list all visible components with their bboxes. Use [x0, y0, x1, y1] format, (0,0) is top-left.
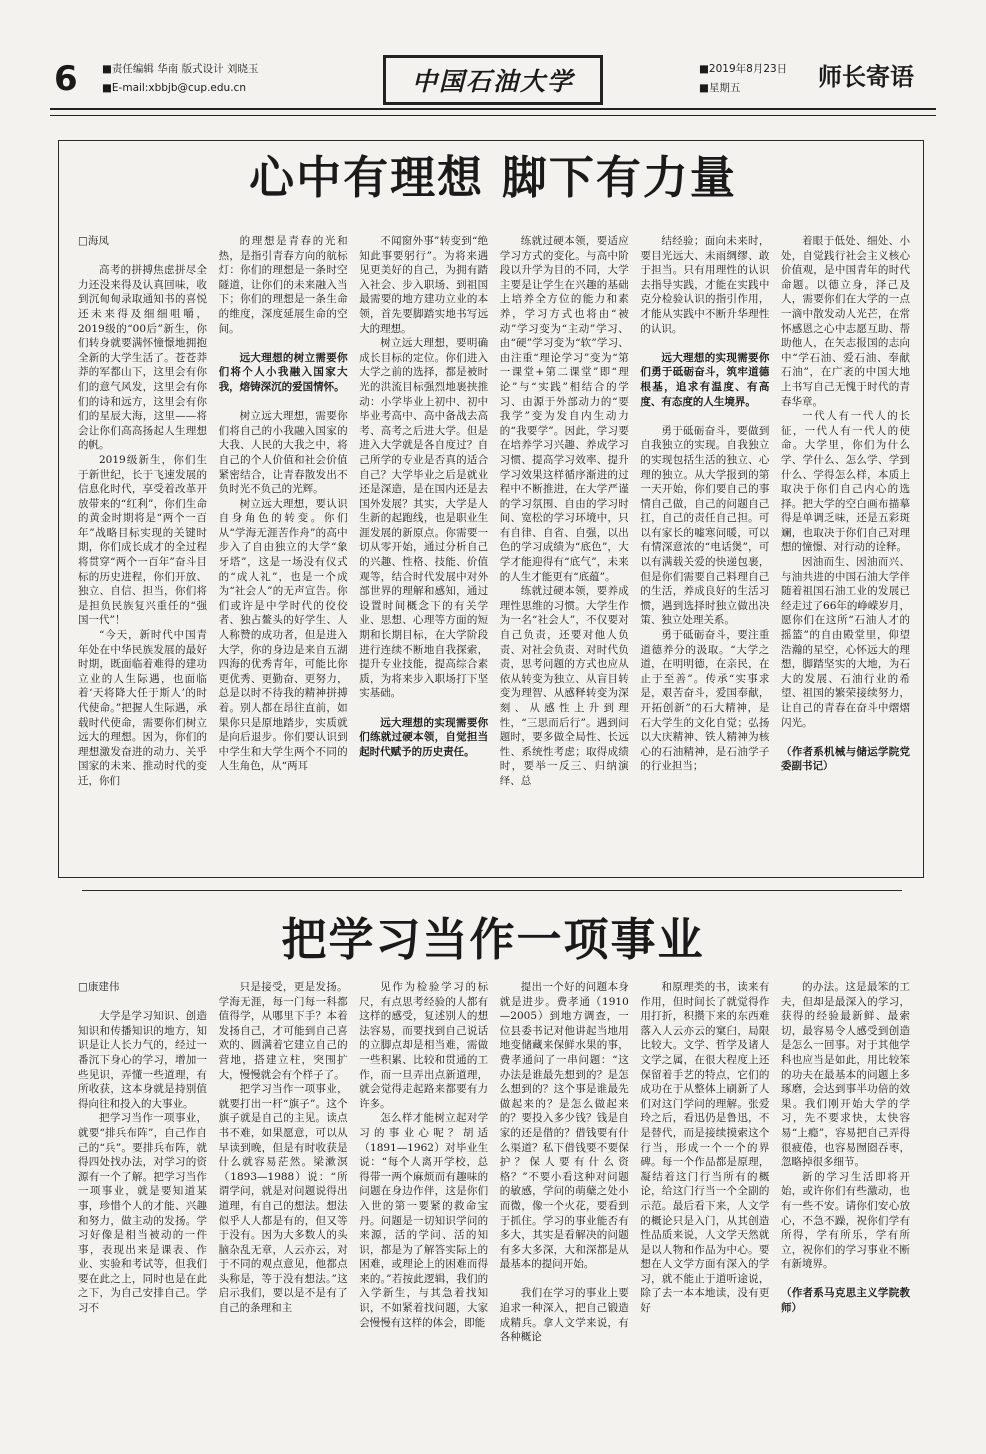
article2-column-6 [781, 980, 910, 1442]
paragraph-spacer [78, 995, 207, 1010]
paragraph: 练就过硬本领，要适应学习方式的变化。与高中阶段以升学为目的不同，大学主要是让学生在兴趣的基础上培养全方位的能力和素养，学习方式也将由“被动”学习变为“主动”学习、由“硬”学习变为“软”学习、由注重“理论学习”变为“第一课堂+第二课堂”即“理论”与“实践”相结合的学习、由源于外部动力的“要我学”变为发自内生动力的“我要学”。因此，学习要在培养学习兴趣、养成学习习惯、提高学习效率、提升学习效果这样循序渐进的过程中不断推进，在大学严谨的学习氛围、自由的学习时间、宽松的学习环境中，只有自律、自省、自强，以出色的学习成绩为“底色”，大学才能迎得有“底气”，未来的人生才能更有“底蕴”。 [499, 235, 629, 583]
paragraph: 提出一个好的问题本身就是进步。费孝通（1910—2005）到地方调查，一位县委书记对他讲起当地用地变储藏来保鲜水果的事，费孝通问了一串问题：“这办法是谁最先想到的？是怎么想到的？这个事是谁最先做起来的？是怎么做起来的？要投入多少钱？钱是自家的还是借的？借钱要有什么渠道？私下借钱要不要保护？保人要有什么资格？”不要小看这种对问题的敏感，学问的萌蘖之处小而微，像一个火花，要看到于抓住。学习的事业能否有多大，其实是看解决的问题有多大多深，大和深都是从最基本的提问开始。 [499, 981, 629, 1271]
email: ■E-mail:xbbjb@cup.edu.cn [102, 82, 246, 94]
article1-body [78, 234, 910, 867]
article2-column-1 [78, 980, 207, 1442]
paragraph-spacer [78, 249, 207, 264]
weekday: ■星期五 [699, 82, 741, 94]
byline: □海凤 [78, 235, 109, 247]
editor-credits: ■责任编辑 华南 版式设计 刘晓玉 [102, 63, 259, 75]
article2-column-5 [640, 980, 769, 1442]
paragraph: 高考的拼搏焦虑拼尽全力还没来得及认真回味，收到沉甸甸录取通知书的喜悦还未来得及细细咀嚼，2019级的“00后”新生，你们转身就要满怀憧憬地拥抱全新的大学生活了。苍苍莽莽的军都山下，这里会有你们的意气风发，这里会有你们的诗和远方，这里会有你们的星辰大海，这里——将会让你们高高扬起人生理想的帆。 [78, 264, 207, 452]
article2-column-2 [219, 980, 348, 1442]
paragraph: 的办法。这是最笨的工夫，但却是最深入的学习，获得的经验最新鲜、最索切，最容易令人感受到创造是怎么一回事。对于其他学科也应当是如此，用比较笨的功夫在最基本的问题上多琢磨，会达到事半功倍的效果。我们刚开始大学的学习，先不要求快，太快容易“上瘾”，容易把自己弄得很疲倦，也容易囫囵吞枣，忽略掉很多细节。 [780, 981, 910, 1169]
paragraph: 只是接受，更是发扬。学海无涯，每一门每一科都值得学，从哪里下手？本着发扬自己，才可能到自己喜欢的、圆满着它建立自己的营地，搭建立柱，突围扩大，慢慢就会有个样子了。 [218, 981, 348, 1081]
paragraph: 把学习当作一项事业，就要打出一杆“旗子”。这个旗子就是自己的主见。读点书不难，如果愿意，可以从早读到晚，但是有时收获是什么就容易茫然。梁漱溟（1893—1988）说：“所谓学问，就是对问题说得出道理，有自己的想法。想法似乎人人都是有的，但又等于没有。因为大多数人的头脑杂乱无章，人云亦云，对于不同的观点意见，他都点头称是，等于没有想法。”这启示我们，要以是不是有了自己的条理和主 [218, 1083, 348, 1315]
article2-column-3 [359, 980, 488, 1442]
paragraph-spacer [219, 336, 348, 351]
paragraph: 的理想是青春的光和热，是指引青春方向的航标灯：你们的理想是一条时空隧道，让你们的未来融入当下；你们的理想是一条生命的维度，深度延展生命的空间。 [218, 235, 348, 335]
paragraph: 因油而生、因油而兴、与油共进的中国石油大学伴随着祖国石油工业的发展已经走过了66年的峥嵘岁月，愿你们在这所“石油人才的摇篮”的自由殿堂里，仰望浩瀚的星空，心怀远大的理想，脚踏坚实的大地，为石大的发展、石油行业的希望、祖国的繁荣接续努力，让自己的青春在奋斗中熠熠闪光。 [780, 556, 910, 729]
paragraph: 结经验；面向未来时，要目光远大、未雨绸缪、敢于担当。只有用理性的认识去指导实践，才能在实践中克分检验认识的指引作用，才能从实践中不断升华理性的认识。 [640, 235, 770, 335]
header-rule-top [50, 108, 936, 110]
column-title: 师长寄语 [818, 63, 914, 91]
paragraph: 我们在学习的事业上要追求一种深入，把自己锻造成精兵。拿人文学来说，有各种概论 [499, 1287, 629, 1344]
header-rule-bottom [50, 115, 936, 116]
article-separator [82, 890, 902, 891]
article1-column-2 [219, 234, 348, 867]
paragraph-spacer [500, 1272, 629, 1287]
paragraph: 树立远大理想，需要你们将自己的小我融入国家的大我、人民的大我之中，将自己的个人价值和社会价值紧密结合，让青春散发出不负时光不负己的光辉。 [218, 410, 348, 496]
paragraph: 树立远大理想，要认识自身角色的转变。你们从“学海无涯苦作舟”的高中步入了自由独立的大学“象牙塔”，这是一场没有仪式的“成人礼”，也是一个成为“社会人”的无声宣告。你们或许是中学时代的佼佼者、独占鳌头的好学生、人人称赞的成功者，但是进入大学，你的身边是来自五湖四海的优秀青年，可能比你更优秀、更勤奋、更努力，总是以时不待我的精神拼搏着。别人都在昂往直前，如果你只是原地踏步，实质就是向后退步。你们要认识到中学生和大学生两个不同的人生角色，从“两耳 [218, 497, 348, 773]
article1-title: 心中有理想 脚下有力量 [249, 151, 737, 204]
subheading: 远大理想的实现需要你们练就过硬本领，自觉担当起时代赋予的历史责任。 [359, 716, 489, 758]
paragraph: 不闻窗外事”转变到“绝知此事要躬行”。为将来遇见更美好的自己，为拥有踏入社会、步入职场、到祖国最需要的地方建功立业的本领，首先要脚踏实地书写远大的理想。 [359, 235, 489, 335]
paragraph: 勇于砥砺奋斗，要注重道德养分的汲取。“大学之道，在明明德，在亲民，在止于至善”。传承“实事求是，艰苦奋斗，爱国奉献，开拓创新”的石大精神，是石大学生的文化自觉；弘扬以大庆精神、铁人精神为核心的石油精神，是石油学子的行业担当； [640, 629, 770, 773]
article2-title: 把学习当作一项事业 [281, 913, 705, 966]
subheading: 远大理想的实现需要你们勇于砥砺奋斗，筑牢道德根基，追求有温度、有高度、有态度的人生境界。 [640, 351, 770, 408]
issue-date: ■2019年8月23日 [699, 63, 788, 75]
paragraph: 着眼于低处、细处、小处，自觉践行社会主义核心价值观，是中国青年的时代命题。以德立身，泽己及人，需要你们在大学的一点一滴中散发动人光芒，在常怀感恩之心中志愿互助、帮助他人，在矢志报国的志向中“学石油、爱石油、奉献石油”，在广袤的中国大地上书写自己无愧于时代的青春华章。 [780, 235, 910, 408]
paragraph: 2019级新生，你们生于新世纪，长于飞速发展的信息化时代，享受着改革开放带来的“红利”，你们生命的黄金时期将是“两个一百年”战略目标实现的关键时期，你们成长成才的全过程将贯穿“两个一百年”奋斗目标的历史进程，你们开放、独立、自信、担当，你们将是担负民族复兴重任的“强国一代”！ [78, 453, 207, 627]
paragraph-spacer [781, 1272, 910, 1287]
masthead-logo: 中国石油大学 [383, 55, 603, 105]
article1-column-6 [781, 234, 910, 867]
paragraph: 把学习当作一项事业，就要“排兵布阵”，自己作自己的“兵”。要排兵布阵，就得四处找办法，对学习的资源有一个了解。把学习当作一项事业，就是要知道某事，珍惜个人的才能、兴趣和努力，做主动的发扬。学习好像是相当被动的一件事，表现出来是课表、作业、实验和考试等，但我们要在此之上，同时也是在此之下，为自己安排自己。学习不 [78, 1112, 207, 1315]
article1-column-1 [78, 234, 207, 867]
paragraph-spacer [640, 409, 769, 424]
paragraph-spacer [640, 336, 769, 351]
paragraph-spacer [781, 730, 910, 745]
paragraph: 见作为检验学习的标尺，有点思考经验的人都有这样的感受，复述别人的想法容易，而要找到自己说话的立脚点却是相当难，需做一些积累、比较和贯通的工作，而一旦弄出点新道理，就会觉得走起路来都要有力许多。 [359, 981, 489, 1110]
paragraph: 勇于砥砺奋斗，要做到自我独立的实现。自我独立的实现包括生活的独立、心理的独立。从大学报到的第一天开始，你们要自己的事情自己做，自己的问题自己扛，自己的责任自己担。可以有家长的嘘寒问暖，可以有情深意浓的“电话煲”，可以有满载关爱的快递包裹，但是你们需要自己料理自己的生活，养成良好的生活习惯，遇到选择时独立做出决策、独立处理关系。 [640, 424, 770, 627]
article1-column-4 [500, 234, 629, 867]
byline: □康建伟 [78, 981, 120, 993]
paragraph: 练就过硬本领，要养成理性思维的习惯。大学生作为一名“社会人”，不仅要对自己负责，还要对他人负责、对社会负责、对时代负责，思考问题的方式也应从依从转变为独立、从盲目转变为理智、从感释转变为深刻、从感性上升到理性，“三思而后行”。遇到问题时，要多做全局性、长远性、系统性考虑；取得成绩时，要举一反三、归纳演绎、总 [499, 585, 629, 787]
page-header [0, 0, 986, 118]
paragraph: 怎么样才能树立起对学习的事业心呢？胡适（1891—1962）对毕业生说：“每个人离开学校，总得带一两个麻烦而有趣味的问题在身边作伴，这是你们入世的第一要紧的救命宝丹。问题是一切知识学问的来源，活的学问、活的知识，都是为了解答实际上的困难，或理论上的困难而得来的。”若按此逻辑，我们的入学新生，与其急着找知识，不如紧着找问题，大家会慢慢有这样的体会，即能 [359, 1112, 489, 1329]
paragraph-spacer [219, 395, 348, 410]
paragraph: 和原理类的书，读来有作用，但时间长了就觉得作用打折，积攒下来的东西难落入人云亦云的窠臼，局限比较大。文学、哲学及诸人文学之属，在很大程度上还保留着手艺的特点，它们的成功在于从整体上刷新了人们对这门学问的理解。张爱玲之后，看迅仍是鲁迅，不是替代，而是接续摸索这个行当，形成一个一个的界碑。每一个作品都是原理，凝结着这门行当所有的概论，给这门行当一个全副的示范。最后看下来，人文学的概论只是入门，从其创造性品质来说，人文学天然就是以人物和作品为中心。要想在人文学方面有深入的学习，就不能止于道听途说，除了去一本本地读，没有更好 [640, 981, 770, 1315]
page-number: 6 [54, 59, 78, 99]
paragraph: 树立远大理想，要明确成长目标的定位。你们进入大学之前的选择，都是被时光的洪流目标强烈地裹挟推动：小学毕业上初中、初中毕业考高中、高中备战去高考、高考之后进大学。但是进入大学就是各自度过？自己所学的专业是否真的适合自己？大学毕业之后是就业还是深造，是在国内还是去国外发展？其实，大学是人生新的起跑线，也是职业生涯发展的新原点。你需要一切从零开始，通过分析自己的兴趣、性格、技能、价值观等，结合时代发展中对外部世界的理解和感知，通过设置时间概念下的有关学业、思想、心理等方面的短期和长期目标，在大学阶段进行连续不断地自我探索，提升专业技能，提高综合素质，为将来步入职场打下坚实基础。 [359, 337, 489, 700]
paragraph-spacer [359, 701, 488, 716]
author-note: （作者系机械与储运学院党委副书记） [780, 745, 910, 773]
article2-body [78, 980, 910, 1442]
article1-column-5 [640, 234, 769, 867]
paragraph: 一代人有一代人的长征，一代人有一代人的使命。大学里，你们为什么学、学什么、怎么学、学到什么、学得怎么样，本质上取决于你们自己内心的选择。把大学的空白画布描摹得是单调乏味，还是五彩斑斓，也取决于你们自己对理想的憧憬、对行动的诠释。 [780, 410, 910, 554]
paragraph: “今天，新时代中国青年处在中华民族发展的最好时期，既面临着难得的建功立业的人生际遇，也面临着‘天将降大任于斯人’的时代使命。”把握人生际遇，承载时代使命，需要你们树立远大的理想。因为，你们的理想激发奋进的动力、关乎国家的未来、推动时代的变迁，你们 [78, 629, 207, 787]
subheading: 远大理想的树立需要你们将个人小我融入国家大我，熔铸深沉的爱国情怀。 [218, 351, 348, 393]
paragraph: 大学是学习知识、创造知识和传播知识的地方，知识是让人长力气的，经过一番沉下身心的学习，增加一些见识，弄懂一些道理，有所收获，这本身就是持别值得向往和投入的大事业。 [78, 1010, 207, 1110]
article2-column-4 [500, 980, 629, 1442]
article1-column-3 [359, 234, 488, 867]
paragraph: 新的学习生活即将开始，或许你们有些激动，也有一些不安。请你们安心放心，不急不躁，祝你们学有所得，学有所乐，学有所立，祝你们的学习事业不断有新境界。 [780, 1170, 910, 1271]
author-note: （作者系马克思主义学院教师） [780, 1287, 910, 1315]
